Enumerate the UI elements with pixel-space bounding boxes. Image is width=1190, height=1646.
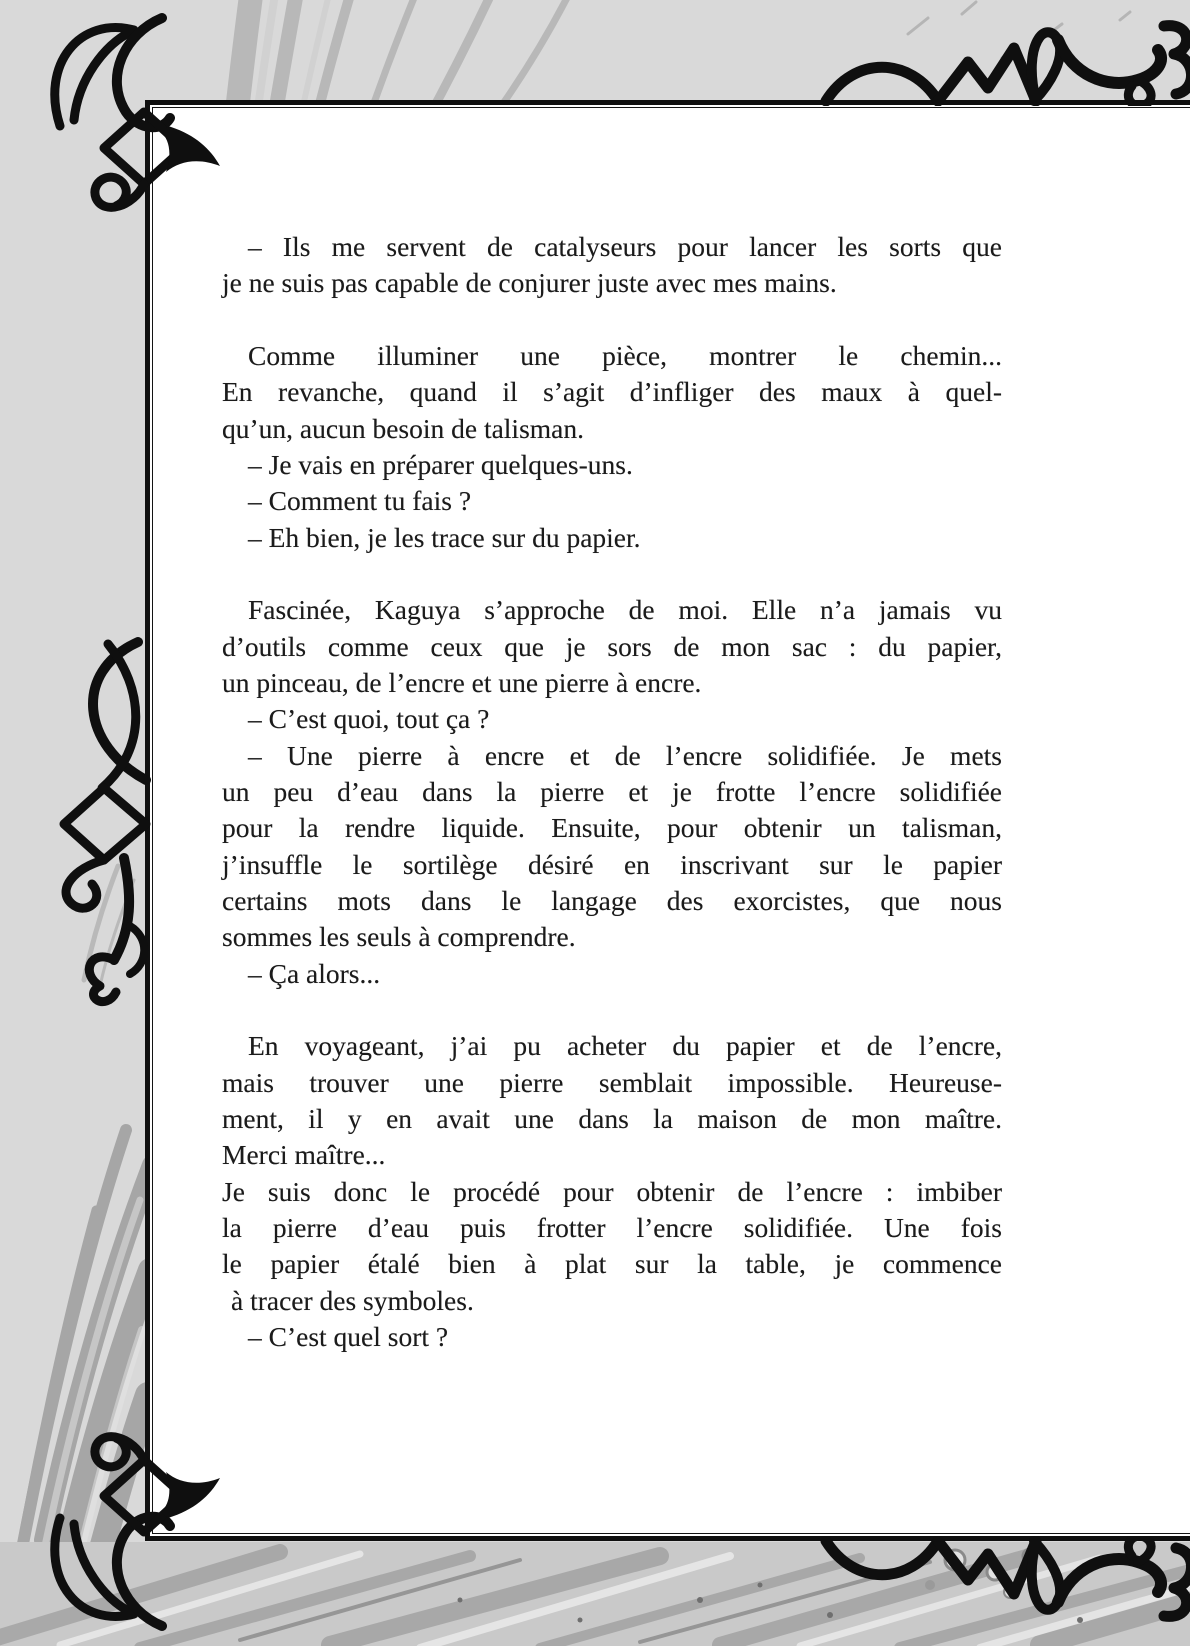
paragraph: [222, 592, 1002, 701]
text-line: – Ils me servent de catalyseurs pour lancer les sorts que: [248, 231, 1002, 262]
text-line: – C’est quoi, tout ça ?: [248, 703, 490, 735]
text-line: Merci maître...: [222, 1139, 386, 1171]
text-line: Fascinée, Kaguya s’approche de moi. Elle n’a jamais vu: [248, 594, 1002, 626]
paragraph: [222, 520, 1002, 556]
text-line: qu’un, aucun besoin de talisman.: [222, 412, 584, 444]
paragraph: [222, 229, 1002, 302]
text-line: – C’est quel sort ?: [248, 1320, 449, 1352]
text-line: un pinceau, de l’encre et une pierre à encre.: [222, 666, 702, 698]
text-line: un peu d’eau dans la pierre et je frotte l’encre solidifiée: [222, 775, 1002, 807]
paragraph: [222, 1319, 1002, 1355]
corner-flourish-top-left-icon: [38, 8, 258, 228]
text-line: le papier étalé bien à plat sur la table, je commence: [222, 1248, 1002, 1280]
text-line: à tracer des symboles.: [231, 1284, 474, 1316]
text-line: mais trouver une pierre semblait impossible. Heureuse-: [222, 1066, 1002, 1098]
paragraph: [222, 701, 1002, 737]
text-line: ment, il y en avait une dans la maison de mon maître.: [222, 1102, 1002, 1134]
text-line: Je suis donc le procédé pour obtenir de l’encre : imbiber: [222, 1175, 1002, 1207]
text-line: – Une pierre à encre et de l’encre solidifiée. Je mets: [248, 739, 1002, 771]
edge-flourish-left-icon: [52, 630, 152, 1010]
text-line: Comme illuminer une pièce, montrer le chemin...: [248, 339, 1002, 371]
text-line: la pierre d’eau puis frotter l’encre solidifiée. Une fois: [222, 1211, 1002, 1243]
border-flourish-bottom-right-icon: [820, 1536, 1190, 1636]
text-line: pour la rendre liquide. Ensuite, pour obtenir un talisman,: [222, 812, 1002, 844]
text-line: j’insuffle le sortilège désiré en inscrivant sur le papier: [222, 848, 1002, 880]
paragraph: [222, 1028, 1002, 1173]
paragraph: [222, 447, 1002, 483]
corner-flourish-bottom-left-icon: [38, 1416, 258, 1636]
paragraph: [222, 338, 1002, 447]
text-line: – Eh bien, je les trace sur du papier.: [248, 521, 641, 553]
paragraph: [222, 956, 1002, 992]
text-line: certains mots dans le langage des exorcistes, que nous: [222, 884, 1002, 916]
text-line: – Ça alors...: [248, 957, 381, 989]
paragraph: [222, 483, 1002, 519]
text-line: En voyageant, j’ai pu acheter du papier et de l’encre,: [248, 1030, 1002, 1062]
text-block: [222, 229, 1002, 1355]
text-line: – Je vais en préparer quelques-uns.: [248, 448, 633, 480]
text-line: d’outils comme ceux que je sors de mon sac : du papier,: [222, 630, 1002, 662]
text-line: je ne suis pas capable de conjurer juste avec mes mains.: [222, 267, 837, 299]
paragraph: [222, 738, 1002, 956]
text-line: – Comment tu fais ?: [248, 485, 472, 517]
border-flourish-top-right-icon: [820, 6, 1190, 106]
paragraph: [222, 1174, 1002, 1319]
text-line: sommes les seuls à comprendre.: [222, 921, 576, 953]
text-line: En revanche, quand il s’agit d’infliger des maux à quel-: [222, 376, 1002, 408]
